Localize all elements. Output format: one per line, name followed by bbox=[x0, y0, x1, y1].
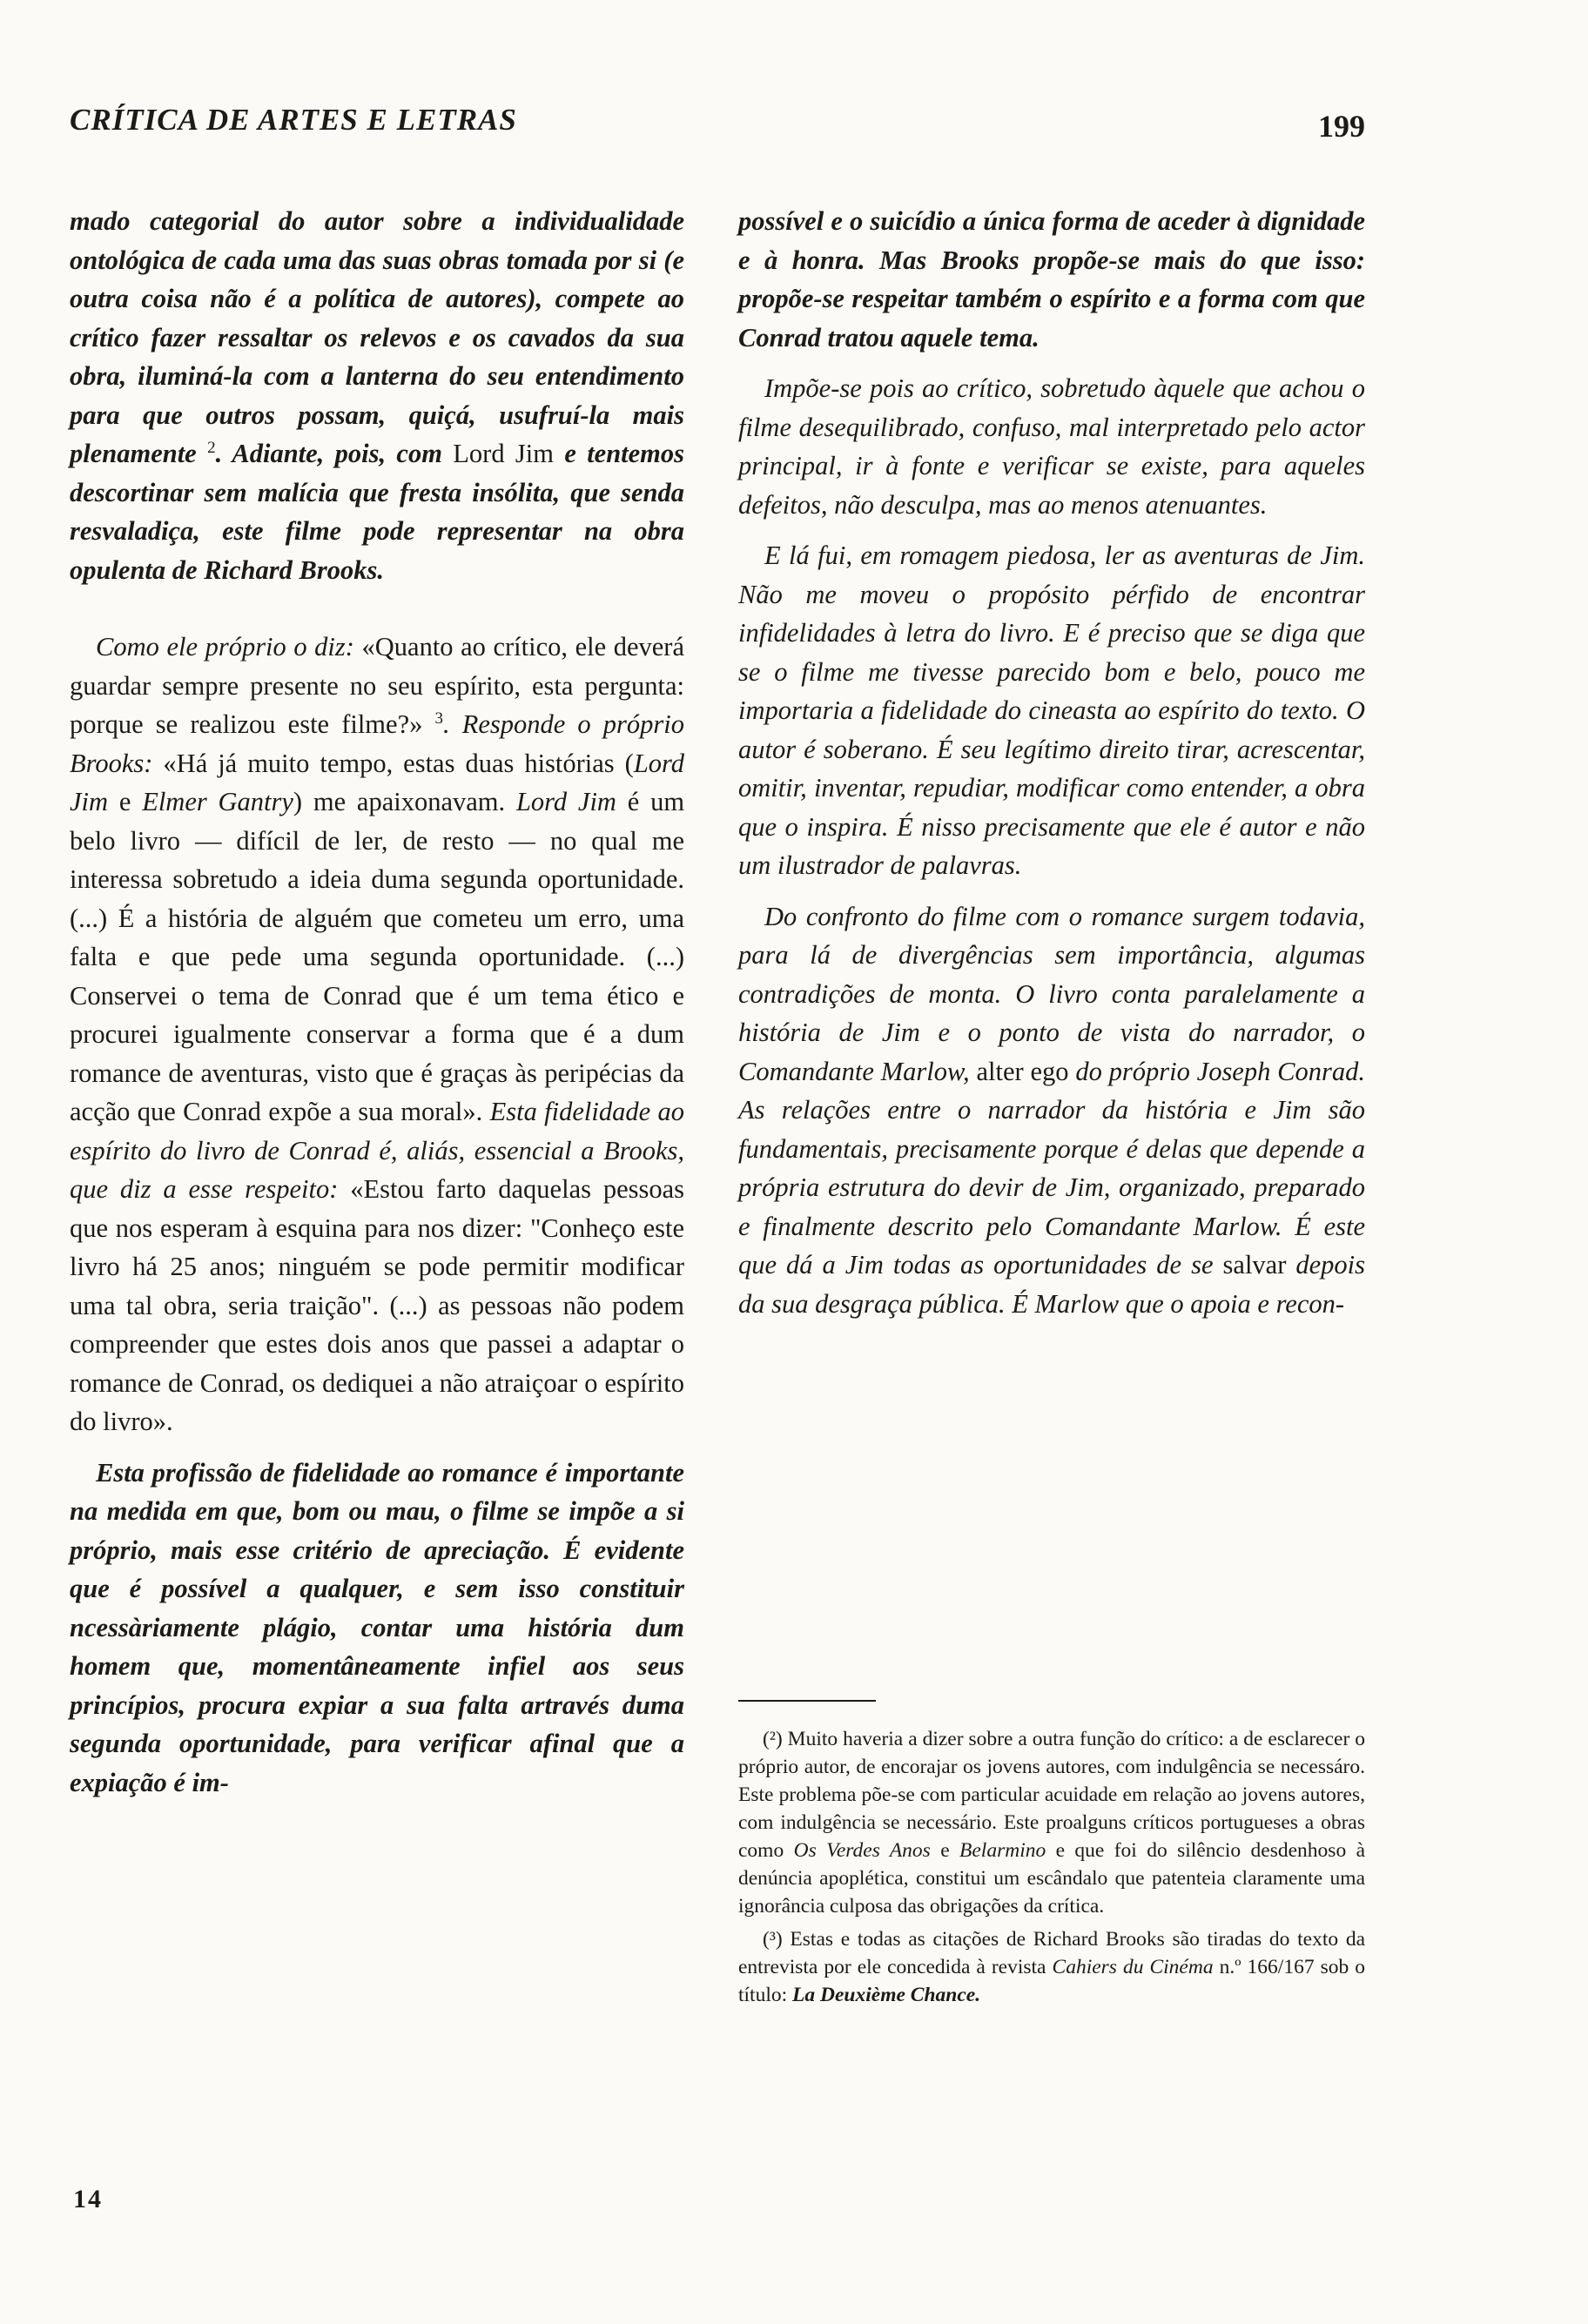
paragraph bbox=[70, 202, 684, 589]
paragraph-text: salvar bbox=[1222, 1250, 1287, 1280]
paragraph: possível e o suicídio a única forma de aceder à dignidade e à honra. Mas Brooks propõe-se mais do que isso: propõe-se respeitar também o espírito e a forma com que Conrad tratou aquele tema. bbox=[738, 206, 1365, 353]
footnote bbox=[738, 1725, 1365, 1920]
page-number: 199 bbox=[1318, 109, 1365, 144]
work-title: Lord Jim bbox=[515, 787, 616, 816]
work-title: Os Verdes Anos bbox=[793, 1839, 931, 1862]
footnote-text: e que foi do silêncio desdenhoso à denúncia apoplética, constitui um escândalo que patenteia claramente uma ignorância culposa das obrigações da crítica. bbox=[738, 1839, 1365, 1918]
paragraph-text: do próprio Joseph Conrad. As relações entre o narrador da história e Jim são fundamentais, precisamente porque é delas que depende a própria estrutura do devir de Jim, organizado, preparado e finalmente descrito pelo Comandante Marlow. É este que dá a Jim todas as oportunidades de se bbox=[738, 1056, 1365, 1280]
footnote-text: Muito haveria a dizer sobre a outra função do crítico: a de esclarecer o próprio autor, de encorajar os jovens autores, com indulgência se necessáro. Este problema põe-se com particular acuidade em relação ao jovens autores, com indulgência se necessário. Este proalguns críticos portugueses a obras como bbox=[738, 1728, 1366, 1862]
running-title: CRÍTICA DE ARTES E LETRAS bbox=[70, 103, 517, 137]
left-column bbox=[70, 202, 684, 1802]
footnote-divider bbox=[738, 1700, 876, 1702]
paragraph: E lá fui, em romagem piedosa, ler as aventuras de Jim. Não me moveu o propósito pérfido de encontrar infidelidades à letra do livro. E é preciso que se diga que se o filme me tivesse parecido bom e belo, pouco me importaria a fidelidade do cineasta ao espírito do texto. O autor é soberano. É seu legítimo direito tirar, acrescentar, omitir, inventar, repudiar, modificar como entender, a obra que o inspira. É nisso precisamente que ele é autor e não um ilustrador de palavras. bbox=[738, 541, 1365, 880]
quotation: e bbox=[118, 787, 131, 816]
paragraph: Impõe-se pois ao crítico, sobretudo àquele que achou o filme desequilibrado, confuso, mal interpretado pelo actor principal, ir à fonte e verificar se existe, para aqueles defeitos, não desculpa, mas ao menos atenuantes. bbox=[738, 373, 1365, 520]
paragraph-text: . Adiante, pois, com bbox=[215, 439, 442, 468]
paragraph-text: Como ele próprio o diz: bbox=[96, 632, 354, 662]
footnote bbox=[738, 1925, 1365, 2009]
journal-title: Cahiers du Cinéma bbox=[1052, 1956, 1214, 1978]
paragraph-text: mado categorial do autor sobre a individualidade ontológica de cada uma das suas obras tomada por si (e outra coisa não é a política de autores), compete ao crítico fazer ressaltar os relevos e os cavados da sua obra, iluminá-la com a lanterna do seu entendimento para que outros possam, quiçá, usufruí-la mais plenamente bbox=[70, 206, 684, 468]
paragraph bbox=[70, 628, 684, 1441]
work-title: Elmer Gantry bbox=[142, 787, 293, 816]
footnote-text: n.º 166/167 sob o título: bbox=[738, 1956, 1366, 2006]
footnote-text: Estas e todas as citações de Richard Brooks são tiradas do texto da entrevista por ele concedida à revista bbox=[738, 1928, 1365, 1978]
paragraph-text: . Responde o próprio Brooks: bbox=[70, 709, 684, 778]
quotation: é um belo livro — difícil de ler, de resto — no qual me interessa sobretudo a ideia duma segunda oportunidade. (...) É a história de alguém que cometeu um erro, uma falta e que pede uma segunda oportunidade. (...) Conservei o tema de Conrad que é um tema ético e procurei igualmente conservar a forma que é a dum romance de aventuras, visto que é graças às peripécias da acção que Conrad expõe a sua moral». bbox=[70, 787, 685, 1126]
paragraph-text: depois da sua desgraça pública. É Marlow que o apoia e recon- bbox=[738, 1250, 1366, 1319]
right-column bbox=[738, 202, 1365, 1323]
quotation: «Quanto ao crítico, ele deverá guardar sempre presente no seu espírito, esta pergunta: porque se realizou este filme?» bbox=[70, 632, 684, 739]
footnote-text: e bbox=[940, 1839, 950, 1862]
work-title: La Deuxième Chance. bbox=[792, 1984, 981, 2006]
footnote-ref: 2 bbox=[207, 438, 216, 457]
work-title: Belarmino bbox=[959, 1839, 1046, 1862]
quotation: «Estou farto daquelas pessoas que nos esperam à esquina para nos dizer: "Conheço este livro há 25 anos; ninguém se pode permitir modificar uma tal obra, seria traição". (...) as pessoas não podem compreender que estes dois anos que passei a adaptar o romance de Conrad, os dediquei a não atraiçoar o espírito do livro». bbox=[70, 1174, 685, 1436]
quotation: ) me apaixonavam. bbox=[293, 787, 506, 816]
paragraph-text: Esta fidelidade ao espírito do livro de Conrad é, aliás, essencial a Brooks, que diz a esse respeito: bbox=[70, 1097, 684, 1204]
work-title: Lord Jim bbox=[70, 748, 685, 816]
folio-number: 14 bbox=[73, 2185, 103, 2213]
footnotes bbox=[738, 1725, 1365, 2014]
paragraph-text: Do confronto do filme com o romance surgem todavia, para lá de divergências sem importância, algumas contradições de monta. O livro conta paralelamente a história de Jim e o ponto de vista do narrador, o Comandante Marlow, bbox=[738, 901, 1365, 1086]
paragraph: Esta profissão de fidelidade ao romance é importante na medida em que, bom ou mau, o filme se impõe a si próprio, mais esse critério de apreciação. É evidente que é possível a qualquer, e sem isso constituir ncessàriamente plágio, contar uma história dum homem que, momentâneamente infiel aos seus princípios, procura expiar a sua falta artravés duma segunda oportunidade, para verificar afinal que a expiação é im- bbox=[70, 1457, 684, 1797]
footnote-marker: (²) bbox=[763, 1728, 783, 1750]
paragraph-text: alter ego bbox=[976, 1056, 1069, 1086]
paragraph-text: e tentemos descortinar sem malícia que fresta insólita, que senda resvaladiça, este filme pode representar na obra opulenta de Richard Brooks. bbox=[70, 439, 685, 585]
work-title: Lord Jim bbox=[453, 439, 554, 468]
footnote-marker: (³) bbox=[763, 1928, 783, 1951]
quotation: «Há já muito tempo, estas duas histórias ( bbox=[163, 748, 634, 778]
footnote-ref: 3 bbox=[434, 709, 443, 728]
paragraph bbox=[738, 897, 1365, 1324]
